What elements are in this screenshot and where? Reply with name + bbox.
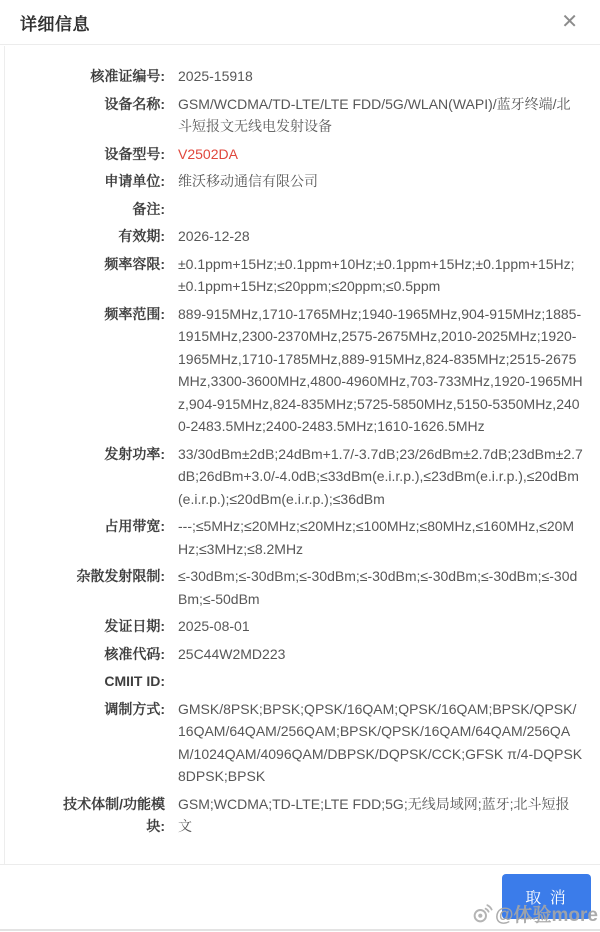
field-label: 杂散发射限制: — [76, 568, 165, 584]
device-model-value: V2502DA — [178, 145, 238, 162]
dialog-footer — [0, 864, 600, 932]
field-row-modulation — [0, 698, 600, 788]
field-label: 备注: — [132, 200, 165, 217]
field-label: 频率范围: — [104, 305, 165, 322]
field-row-occupied-bandwidth — [0, 515, 600, 560]
cancel-button[interactable]: 取 消 — [502, 874, 591, 919]
field-label: 占用带宽: — [104, 518, 165, 534]
field-value: 25C44W2MD223 — [178, 645, 286, 662]
field-row-frequency-tolerance — [0, 253, 600, 298]
field-row-validity — [0, 225, 600, 248]
field-label: 设备型号: — [104, 145, 165, 162]
page-bottom-edge — [0, 929, 600, 931]
field-row-issue-date — [0, 615, 600, 638]
field-value: 2026-12-28 — [178, 228, 250, 244]
page-left-edge — [4, 46, 5, 932]
field-value: ±0.1ppm+15Hz;±0.1ppm+10Hz;±0.1ppm+15Hz;±0.1ppm+15Hz;±0.1ppm+15Hz;≤20ppm;≤20ppm;≤0.5ppm — [178, 255, 575, 294]
field-value: GSM/WCDMA/TD-LTE/LTE FDD/5G/WLAN(WAPI)/蓝牙终端/北斗短报文无线电发射设备 — [178, 95, 571, 134]
dialog-header — [0, 0, 600, 45]
field-label: 设备名称: — [104, 95, 165, 112]
field-label: 核准证编号: — [90, 68, 165, 84]
close-icon[interactable]: ✕ — [557, 10, 582, 34]
field-value — [178, 198, 583, 221]
field-value: 2025-08-01 — [178, 618, 250, 634]
field-row-spurious-emission-limit — [0, 565, 600, 610]
field-row-device-model — [0, 143, 600, 166]
field-value: GSM;WCDMA;TD-LTE;LTE FDD;5G;无线局域网;蓝牙;北斗短报文 — [178, 795, 570, 834]
watermark-text: @体验more — [495, 905, 598, 926]
field-value: GMSK/8PSK;BPSK;QPSK/16QAM;QPSK/16QAM;BPSK/QPSK/16QAM/64QAM/256QAM;BPSK/QPSK/16QAM/64QAM/256QAM/1024QAM/4096QAM/DBPSK/DQPSK/CCK;GFSK π/4-DQPSK 8DPSK;BPSK — [178, 700, 583, 784]
field-value: 维沃移动通信有限公司 — [178, 173, 318, 189]
field-label: 核准代码: — [104, 645, 165, 662]
field-label: CMIIT ID: — [104, 673, 165, 689]
field-row-cmiit-id — [0, 670, 600, 693]
field-label: 调制方式: — [104, 700, 165, 717]
field-value — [178, 670, 583, 693]
field-value: 33/30dBm±2dB;24dBm+1.7/-3.7dB;23/26dBm±2.7dB;23dBm±2.7dB;26dBm+3.0/-4.0dB;≤33dBm(e.i.r.p.),≤23dBm(e.i.r.p.),≤20dBm(e.i.r.p.);≤20dBm(e.i.r.p.);≤36dBm — [178, 445, 583, 507]
field-row-device-name — [0, 93, 600, 138]
field-row-approval-code — [0, 643, 600, 666]
field-row-frequency-range — [0, 303, 600, 438]
weibo-watermark-icon — [472, 903, 493, 924]
field-value: ≤-30dBm;≤-30dBm;≤-30dBm;≤-30dBm;≤-30dBm;≤-30dBm;≤-30dBm;≤-50dBm — [178, 568, 578, 607]
field-value: 889-915MHz,1710-1765MHz;1940-1965MHz,904-915MHz;1885-1915MHz,2300-2370MHz,2575-2675MHz,2010-2025MHz;1920-1965MHz,1710-1785MHz,889-915MHz,824-835MHz;2515-2675MHz,3300-3600MHz,4800-4960MHz,703-733MHz,1920-1965MHz,904-915MHz,824-835MHz;5725-5850MHz,5150-5350MHz,2400-2483.5MHz;2400-2483.5MHz;1610-1626.5MHz — [178, 305, 583, 434]
field-row-remarks — [0, 198, 600, 221]
certificate-details — [0, 45, 600, 864]
field-label: 有效期: — [118, 228, 165, 244]
field-row-tech-system-modules — [0, 793, 600, 838]
field-label: 发射功率: — [104, 445, 165, 462]
dialog-title: 详细信息 — [20, 14, 90, 34]
field-value: ---;≤5MHz;≤20MHz;≤20MHz;≤100MHz;≤80MHz,≤160MHz,≤20MHz;≤3MHz;≤8.2MHz — [178, 518, 575, 557]
field-value: 2025-15918 — [178, 68, 253, 84]
field-label: 技术体制/功能模块: — [63, 795, 165, 834]
field-row-applicant — [0, 170, 600, 193]
field-row-approval-cert-no — [0, 65, 600, 88]
field-label: 申请单位: — [104, 173, 165, 189]
field-label: 发证日期: — [104, 618, 165, 634]
field-row-transmit-power — [0, 443, 600, 511]
field-label: 频率容限: — [104, 255, 165, 272]
